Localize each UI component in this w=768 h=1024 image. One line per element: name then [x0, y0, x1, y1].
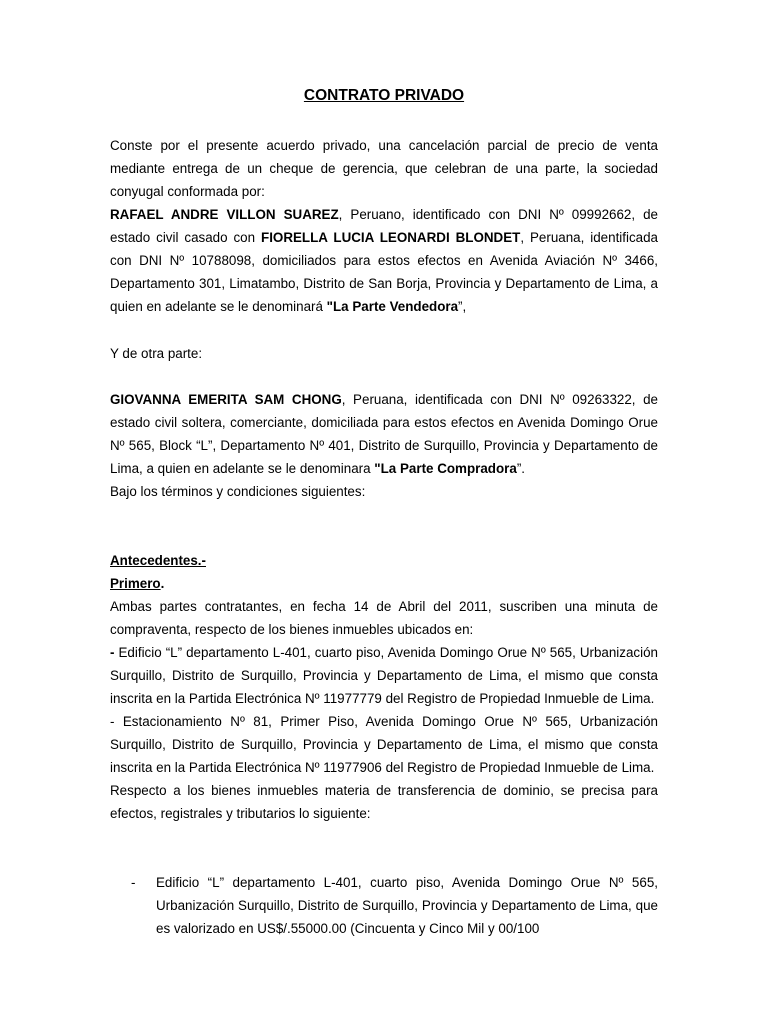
- antecedents-section: [110, 549, 658, 825]
- seller-name-2: FIORELLA LUCIA LEONARDI BLONDET: [261, 230, 521, 245]
- clause-heading-suffix: .: [160, 576, 165, 591]
- intro-text-2c: ”,: [458, 299, 467, 314]
- clause-heading: Primero: [110, 576, 161, 591]
- seller-label: "La Parte Vendedora: [326, 299, 459, 314]
- clause-text-1: Ambas partes contratantes, en fecha 14 de Abril del 2011, suscriben una minuta de compraventa, respecto de los bienes inmuebles ubicados en:: [110, 599, 658, 637]
- terms-intro: Bajo los términos y condiciones siguientes:: [110, 484, 366, 499]
- clause-text-2: Respecto a los bienes inmuebles materia de transferencia de dominio, se precisa para efectos, registrales y tributarios lo siguiente:: [110, 783, 658, 821]
- seller-name-1: RAFAEL ANDRE VILLON SUAREZ: [110, 207, 339, 222]
- intro-paragraph: [110, 134, 658, 318]
- section-heading: Antecedentes.-: [110, 553, 206, 568]
- other-party-line: Y de otra parte:: [110, 346, 203, 361]
- buyer-text-a: , Peruana, identificada con DNI Nº 09263322, de estado civil soltera, comerciante, domiciliada para estos efectos en Avenida Domingo Orue Nº 565, Block “L”, Departamento Nº 401, Distrito de Surquillo, Provincia y Departamento de Lima, a quien en adelante se le denominara: [110, 392, 658, 476]
- sub-item-text: Edificio “L” departamento L-401, cuarto piso, Avenida Domingo Orue Nº 565, Urbanización Surquillo, Distrito de Surquillo, Provincia y Departamento de Lima, que es valorizado en US$/.55000.00 (Cincuenta y Cinco Mil y 00/100: [156, 875, 658, 936]
- intro-text: Conste por el presente acuerdo privado, una cancelación parcial de precio de venta mediante entrega de un cheque de gerencia, que celebran de una parte, la sociedad conyugal conformada por:: [110, 138, 658, 199]
- intro-text-2a: , Peruano, identificado con DNI Nº 09992662, de estado civil casado con: [110, 207, 659, 245]
- item-1-dash: -: [110, 645, 115, 660]
- buyer-label: "La Parte Compradora: [374, 461, 517, 476]
- intro-text-2b: , Peruana, identificada con DNI Nº 10788098, domiciliados para estos efectos en Avenida Aviación Nº 3466, Departamento 301, Limatambo, Distrito de San Borja, Provincia y Departamento de Lima, a quien en adelante se le denominará: [110, 230, 659, 314]
- buyer-paragraph: [110, 388, 658, 503]
- sub-item-dash: -: [131, 875, 136, 890]
- buyer-name: GIOVANNA EMERITA SAM CHONG: [110, 392, 342, 407]
- document-title: CONTRATO PRIVADO: [303, 87, 465, 104]
- item-2-text: - Estacionamiento Nº 81, Primer Piso, Avenida Domingo Orue Nº 565, Urbanización Surquillo, Distrito de Surquillo, Provincia y Departamento de Lima, el mismo que consta inscrita en la Partida Electrónica Nº 11977906 del Registro de Propiedad Inmueble de Lima.: [110, 714, 658, 775]
- buyer-text-b: ”.: [516, 461, 525, 476]
- item-1-text: Edificio “L” departamento L-401, cuarto piso, Avenida Domingo Orue Nº 565, Urbanización Surquillo, Distrito de Surquillo, Provincia y Departamento de Lima, el mismo que consta inscrita en la Partida Electrónica Nº 11977779 del Registro de Propiedad Inmueble de Lima.: [110, 645, 658, 706]
